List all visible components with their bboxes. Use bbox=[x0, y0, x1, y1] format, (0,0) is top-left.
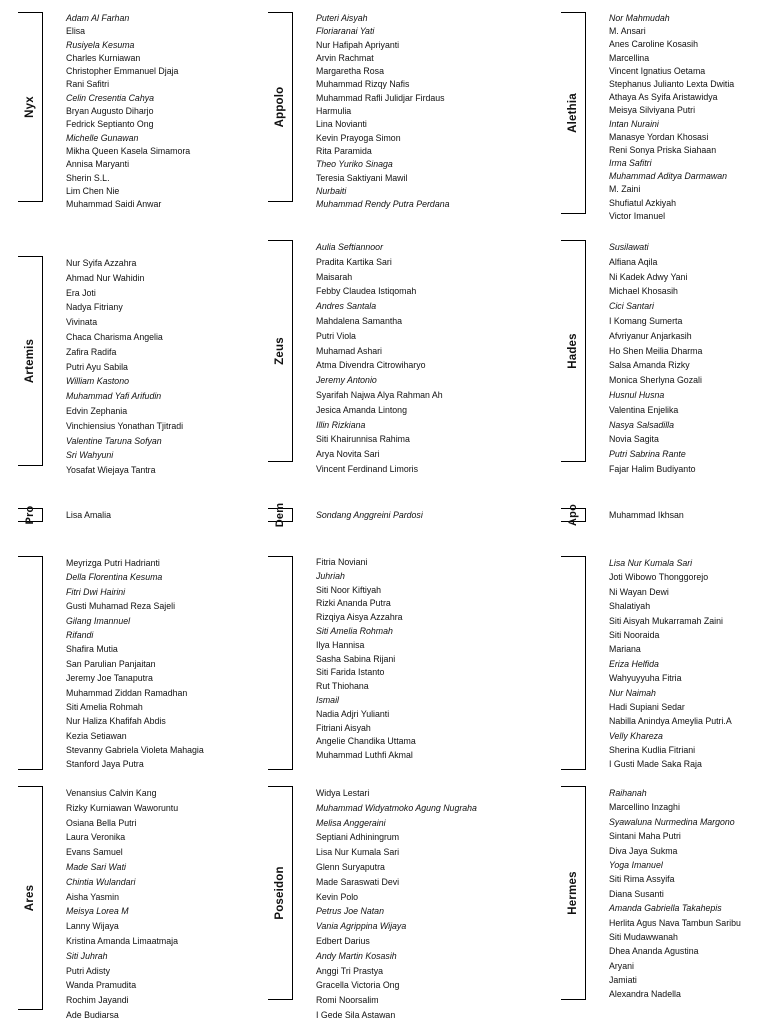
member-name: Floriaranai Yati bbox=[316, 26, 375, 37]
member-name: Wanda Pramudita bbox=[66, 980, 137, 991]
member-name: Annisa Maryanti bbox=[66, 159, 130, 170]
member-name: Yoga Imanuel bbox=[609, 859, 663, 870]
member-name: Muhammad Rizqy Nafis bbox=[316, 79, 410, 90]
member-name: Andy Martin Kosasih bbox=[316, 950, 397, 961]
member-name: Ahmad Nur Wahidin bbox=[66, 272, 145, 283]
member-name: Glenn Suryaputra bbox=[316, 861, 385, 872]
member-name: William Kastono bbox=[66, 376, 129, 387]
member-name: Muhamad Ashari bbox=[316, 345, 383, 356]
member-name: Puteri Aisyah bbox=[316, 13, 368, 23]
member-name: Maisarah bbox=[316, 271, 353, 282]
member-name: Sasha Sabina Rijani bbox=[316, 653, 396, 664]
member-name: Afvriyanur Anjarkasih bbox=[609, 330, 692, 341]
member-list bbox=[316, 12, 450, 211]
member-name: San Parulian Panjaitan bbox=[66, 658, 156, 669]
member-name: Putri Sabrina Rante bbox=[609, 449, 686, 460]
member-name: Athaya As Syifa Aristawidya bbox=[609, 92, 718, 103]
member-name: Margaretha Rosa bbox=[316, 66, 384, 77]
member-name: Alexandra Nadella bbox=[609, 989, 681, 1000]
member-name: Arvin Rachmat bbox=[316, 52, 374, 63]
member-name: Valentine Taruna Sofyan bbox=[66, 435, 162, 446]
member-name: Muhammad Yafi Arifudin bbox=[66, 391, 162, 402]
member-name: Joti Wibowo Thonggorejo bbox=[609, 572, 709, 583]
member-name: Nadya Fitriany bbox=[66, 302, 123, 313]
member-name: Gracella Victoria Ong bbox=[316, 980, 400, 991]
member-name: Jesica Amanda Lintong bbox=[316, 404, 407, 415]
member-name: Diva Jaya Sukma bbox=[609, 845, 678, 856]
group-label-box bbox=[561, 240, 586, 462]
member-name: Lanny Wijaya bbox=[66, 921, 119, 932]
member-name: Manasye Yordan Khosasi bbox=[609, 131, 709, 142]
group-name: Poseidon bbox=[274, 866, 286, 920]
member-name: Valentina Enjelika bbox=[609, 404, 679, 415]
member-list bbox=[609, 508, 684, 522]
member-name: Syarifah Najwa Alya Rahman Ah bbox=[316, 389, 443, 400]
group-name: Hades bbox=[567, 333, 579, 369]
member-name: Della Florentina Kesuma bbox=[66, 572, 163, 583]
member-name: Edvin Zephania bbox=[66, 405, 128, 416]
member-name: Jeremy Joe Tanaputra bbox=[66, 673, 153, 684]
group-label-box bbox=[18, 505, 43, 525]
member-name: Amanda Gabriella Takahepis bbox=[609, 903, 722, 914]
member-name: Melisa Anggeraini bbox=[316, 817, 386, 828]
member-name: Zafira Radifa bbox=[66, 346, 117, 357]
member-name: Vivinata bbox=[66, 317, 98, 328]
member-name: Jeremy Antonio bbox=[316, 375, 377, 386]
member-name: Sintani Maha Putri bbox=[609, 831, 681, 842]
member-name: Muhammad Ziddan Ramadhan bbox=[66, 687, 188, 698]
member-list bbox=[609, 786, 741, 1002]
member-name: Muhammad Ikhsan bbox=[609, 510, 684, 520]
member-name: Vania Agrippina Wijaya bbox=[316, 921, 407, 932]
member-name: Michael Khosasih bbox=[609, 286, 678, 297]
member-name: Fedrick Septianto Ong bbox=[66, 119, 154, 130]
member-name: Aryani bbox=[609, 960, 634, 971]
member-name: Sondang Anggreini Pardosi bbox=[316, 510, 423, 520]
member-name: Septiani Adhiningrum bbox=[316, 832, 400, 843]
member-name: Meisya Silviyana Putri bbox=[609, 105, 696, 116]
member-name: Eriza Helfida bbox=[609, 658, 659, 669]
member-name: I Gede Sila Astawan bbox=[316, 1009, 396, 1020]
member-name: Widya Lestari bbox=[316, 788, 370, 798]
member-name: Ni Wayan Dewi bbox=[609, 586, 669, 597]
member-name: Mikha Queen Kasela Simamora bbox=[66, 145, 191, 156]
member-list bbox=[66, 12, 190, 211]
group-label-box bbox=[18, 786, 43, 1010]
group-label-box bbox=[268, 502, 293, 528]
member-name: Putri Viola bbox=[316, 330, 356, 341]
member-name: Ni Kadek Adwy Yani bbox=[609, 271, 688, 282]
member-name: Siti Amelia Rohmah bbox=[316, 625, 393, 636]
member-name: Siti Juhrah bbox=[66, 950, 108, 961]
member-name: Rizky Kurniawan Waworuntu bbox=[66, 802, 179, 813]
member-name: Novia Sagita bbox=[609, 434, 659, 445]
member-list bbox=[316, 508, 423, 522]
member-name: Siti Noor Kiftiyah bbox=[316, 584, 382, 595]
member-name: Juhriah bbox=[316, 570, 345, 581]
member-name: Bryan Augusto Diharjo bbox=[66, 106, 154, 117]
member-name: Andres Santala bbox=[316, 301, 377, 312]
group-label-box bbox=[268, 12, 293, 202]
member-name: Herlita Agus Nava Tambun Saribu bbox=[609, 917, 741, 928]
member-name: Atma Divendra Citrowiharyo bbox=[316, 360, 426, 371]
group-label-box bbox=[18, 556, 43, 770]
group-label-box bbox=[268, 786, 293, 1000]
member-name: Edbert Darius bbox=[316, 935, 370, 946]
member-name: Vincent Ferdinand Limoris bbox=[316, 463, 419, 474]
member-name: I Gusti Made Saka Raja bbox=[609, 759, 702, 770]
member-name: Shalatiyah bbox=[609, 601, 651, 612]
member-name: Putri Ayu Sabila bbox=[66, 361, 128, 372]
member-name: Pradita Kartika Sari bbox=[316, 256, 392, 267]
member-name: Marcellino Inzaghi bbox=[609, 802, 680, 813]
member-name: Mariana bbox=[609, 644, 641, 655]
member-name: Lina Novianti bbox=[316, 119, 367, 130]
member-list bbox=[66, 256, 183, 478]
group-name: Ares bbox=[24, 884, 36, 912]
group-name: Pro bbox=[24, 505, 36, 525]
member-name: Febby Claudea Istiqomah bbox=[316, 286, 417, 297]
member-name: I Komang Sumerta bbox=[609, 315, 683, 326]
member-name: Teresia Saktiyani Mawil bbox=[316, 172, 408, 183]
member-name: Vincent Ignatius Oetama bbox=[609, 65, 706, 76]
member-name: Nur Hafipah Apriyanti bbox=[316, 39, 400, 50]
member-name: Siti Mudawwanah bbox=[609, 931, 678, 942]
member-name: Jamiati bbox=[609, 975, 637, 986]
member-name: Charles Kurniawan bbox=[66, 52, 141, 63]
member-name: Chintia Wulandari bbox=[66, 876, 136, 887]
member-name: Aisha Yasmin bbox=[66, 891, 119, 902]
member-name: Cici Santari bbox=[609, 301, 654, 312]
member-name: Hadi Supiani Sedar bbox=[609, 701, 685, 712]
group-name: Artemis bbox=[24, 338, 36, 384]
member-name: Shafira Mutia bbox=[66, 644, 118, 655]
member-name: Siti Khairunnisa Rahima bbox=[316, 434, 410, 445]
member-name: Adam Al Farhan bbox=[66, 13, 130, 23]
member-name: Rizqiya Aisya Azzahra bbox=[316, 612, 403, 623]
member-name: Kristina Amanda Limaatmaja bbox=[66, 935, 178, 946]
member-name: Rusiyela Kesuma bbox=[66, 39, 135, 50]
member-name: Stevanny Gabriela Violeta Mahagia bbox=[66, 745, 204, 756]
member-name: Reni Sonya Priska Siahaan bbox=[609, 144, 717, 155]
member-name: Intan Nuraini bbox=[609, 118, 659, 129]
member-name: Victor Imanuel bbox=[609, 210, 666, 221]
member-list bbox=[609, 240, 702, 477]
member-name: M. Ansari bbox=[609, 26, 646, 37]
group-label-box bbox=[18, 12, 43, 202]
member-list bbox=[316, 556, 416, 763]
group-label-box bbox=[18, 256, 43, 466]
member-name: Diana Susanti bbox=[609, 888, 664, 899]
member-name: Muhammad Rendy Putra Perdana bbox=[316, 199, 450, 210]
member-name: Lisa Nur Kumala Sari bbox=[609, 558, 693, 568]
member-list bbox=[66, 786, 178, 1023]
member-name: Fitri Dwi Hairini bbox=[66, 586, 126, 597]
member-name: Christopher Emmanuel Djaja bbox=[66, 66, 179, 77]
member-name: Wahyuyyuha Fitria bbox=[609, 673, 682, 684]
member-name: Yosafat Wiejaya Tantra bbox=[66, 465, 156, 476]
member-list bbox=[609, 556, 732, 772]
member-name: Rita Paramida bbox=[316, 145, 372, 156]
member-name: Ilya Hannisa bbox=[316, 639, 365, 650]
member-name: Monica Sherlyna Gozali bbox=[609, 375, 702, 386]
member-name: Shufiatul Azkiyah bbox=[609, 197, 676, 208]
member-name: Raihanah bbox=[609, 788, 647, 798]
group-label-box bbox=[268, 556, 293, 770]
member-name: Arya Novita Sari bbox=[316, 449, 380, 460]
group-label-box bbox=[561, 12, 586, 214]
member-name: Siti Nooraida bbox=[609, 629, 660, 640]
member-name: M. Zaini bbox=[609, 184, 641, 195]
member-name: Illin Rizkiana bbox=[316, 419, 366, 430]
member-name: Angelie Chandika Uttama bbox=[316, 736, 416, 747]
member-name: Putri Adisty bbox=[66, 965, 111, 976]
member-name: Muhammad Luthfi Akmal bbox=[316, 750, 413, 761]
member-name: Vinchiensius Yonathan Tjitradi bbox=[66, 420, 184, 431]
group-name: Appolo bbox=[274, 86, 286, 128]
member-name: Made Saraswati Devi bbox=[316, 876, 400, 887]
member-name: Fitria Noviani bbox=[316, 557, 368, 567]
member-name: Harmulia bbox=[316, 106, 352, 117]
member-name: Rani Safitri bbox=[66, 79, 110, 90]
member-name: Muhammad Saidi Anwar bbox=[66, 199, 162, 210]
member-name: Osiana Bella Putri bbox=[66, 817, 137, 828]
member-name: Aulia Seftiannoor bbox=[316, 242, 383, 252]
member-name: Siti Rima Assyifa bbox=[609, 874, 675, 885]
group-name: Alethia bbox=[567, 93, 579, 133]
group-label-box bbox=[268, 240, 293, 462]
member-name: Anggi Tri Prastya bbox=[316, 965, 383, 976]
member-name: Celin Cresentia Cahya bbox=[66, 92, 155, 103]
member-name: Gilang Imannuel bbox=[66, 615, 131, 626]
member-name: Meyrizga Putri Hadrianti bbox=[66, 558, 160, 568]
member-name: Kevin Prayoga Simon bbox=[316, 132, 401, 143]
member-name: Mahdalena Samantha bbox=[316, 315, 403, 326]
member-name: Kevin Polo bbox=[316, 891, 359, 902]
member-name: Venansius Calvin Kang bbox=[66, 788, 157, 798]
group-label-box bbox=[561, 504, 586, 526]
member-name: Rifandi bbox=[66, 629, 94, 640]
member-name: Ismail bbox=[316, 694, 339, 705]
member-name: Siti Amelia Rohmah bbox=[66, 701, 143, 712]
member-name: Muhammad Rafli Julidjar Firdaus bbox=[316, 92, 445, 103]
member-name: Michelle Gunawan bbox=[66, 132, 139, 143]
member-name: Siti Farida Istanto bbox=[316, 667, 385, 678]
member-name: Ho Shen Meilia Dharma bbox=[609, 345, 703, 356]
member-list bbox=[316, 240, 443, 477]
member-name: Fitriani Aisyah bbox=[316, 722, 371, 733]
group-label-box bbox=[561, 556, 586, 770]
member-list bbox=[609, 12, 734, 223]
member-name: Nur Naimah bbox=[609, 687, 656, 698]
member-name: Nur Syifa Azzahra bbox=[66, 258, 137, 268]
member-name: Stanford Jaya Putra bbox=[66, 759, 144, 770]
group-name: Dem bbox=[274, 502, 286, 528]
member-name: Sri Wahyuni bbox=[66, 450, 114, 461]
member-name: Muhammad Aditya Darmawan bbox=[609, 171, 727, 182]
member-name: Dhea Ananda Agustina bbox=[609, 946, 699, 957]
member-name: Meisya Lorea M bbox=[66, 906, 129, 917]
member-name: Nadia Adjri Yulianti bbox=[316, 708, 390, 719]
member-name: Sherin S.L. bbox=[66, 172, 110, 183]
group-name: Hermes bbox=[567, 871, 579, 915]
member-list bbox=[66, 508, 111, 522]
member-name: Anes Caroline Kosasih bbox=[609, 39, 698, 50]
member-name: Velly Khareza bbox=[609, 730, 663, 741]
member-name: Ade Budiarsa bbox=[66, 1009, 119, 1020]
member-name: Siti Aisyah Mukarramah Zaini bbox=[609, 615, 723, 626]
member-name: Nasya Salsadilla bbox=[609, 419, 675, 430]
group-name: Apo bbox=[567, 504, 579, 526]
group-label-box bbox=[561, 786, 586, 1000]
member-name: Gusti Muhamad Reza Sajeli bbox=[66, 601, 176, 612]
member-name: Laura Veronika bbox=[66, 832, 126, 843]
member-name: Fajar Halim Budiyanto bbox=[609, 463, 696, 474]
member-name: Evans Samuel bbox=[66, 847, 123, 858]
member-name: Susilawati bbox=[609, 242, 649, 252]
member-name: Rochim Jayandi bbox=[66, 995, 129, 1006]
member-name: Rizki Ananda Putra bbox=[316, 598, 391, 609]
member-name: Alfiana Aqila bbox=[609, 256, 658, 267]
member-name: Muhammad Widyatmoko Agung Nugraha bbox=[316, 802, 477, 813]
member-name: Lisa Amalia bbox=[66, 510, 111, 520]
member-name: Marcellina bbox=[609, 52, 650, 63]
group-name: Zeus bbox=[274, 337, 286, 365]
group-name: Nyx bbox=[24, 96, 36, 118]
member-list bbox=[66, 556, 204, 772]
member-name: Lisa Nur Kumala Sari bbox=[316, 847, 400, 858]
member-name: Elisa bbox=[66, 26, 86, 37]
member-name: Husnul Husna bbox=[609, 389, 665, 400]
member-name: Kezia Setiawan bbox=[66, 730, 127, 741]
member-name: Romi Noorsalim bbox=[316, 995, 379, 1006]
member-name: Nabilla Anindya Ameylia Putri.A bbox=[609, 716, 732, 727]
member-name: Theo Yuriko Sinaga bbox=[316, 159, 393, 170]
member-name: Lim Chen Nie bbox=[66, 185, 120, 196]
member-name: Chaca Charisma Angelia bbox=[66, 331, 163, 342]
member-name: Made Sari Wati bbox=[66, 861, 126, 872]
member-name: Nurbaiti bbox=[316, 185, 347, 196]
member-name: Petrus Joe Natan bbox=[316, 906, 384, 917]
member-name: Rut Thiohana bbox=[316, 681, 369, 692]
member-name: Syawaluna Nurmedina Margono bbox=[609, 816, 735, 827]
member-name: Salsa Amanda Rizky bbox=[609, 360, 690, 371]
member-name: Nur Haliza Khafifah Abdis bbox=[66, 716, 166, 727]
member-name: Irma Safitri bbox=[609, 158, 652, 169]
member-name: Stephanus Julianto Lexta Dwitia bbox=[609, 78, 735, 89]
member-name: Sherina Kudlia Fitriani bbox=[609, 745, 696, 756]
member-name: Nor Mahmudah bbox=[609, 13, 670, 23]
member-name: Era Joti bbox=[66, 287, 96, 298]
member-list bbox=[316, 786, 477, 1023]
